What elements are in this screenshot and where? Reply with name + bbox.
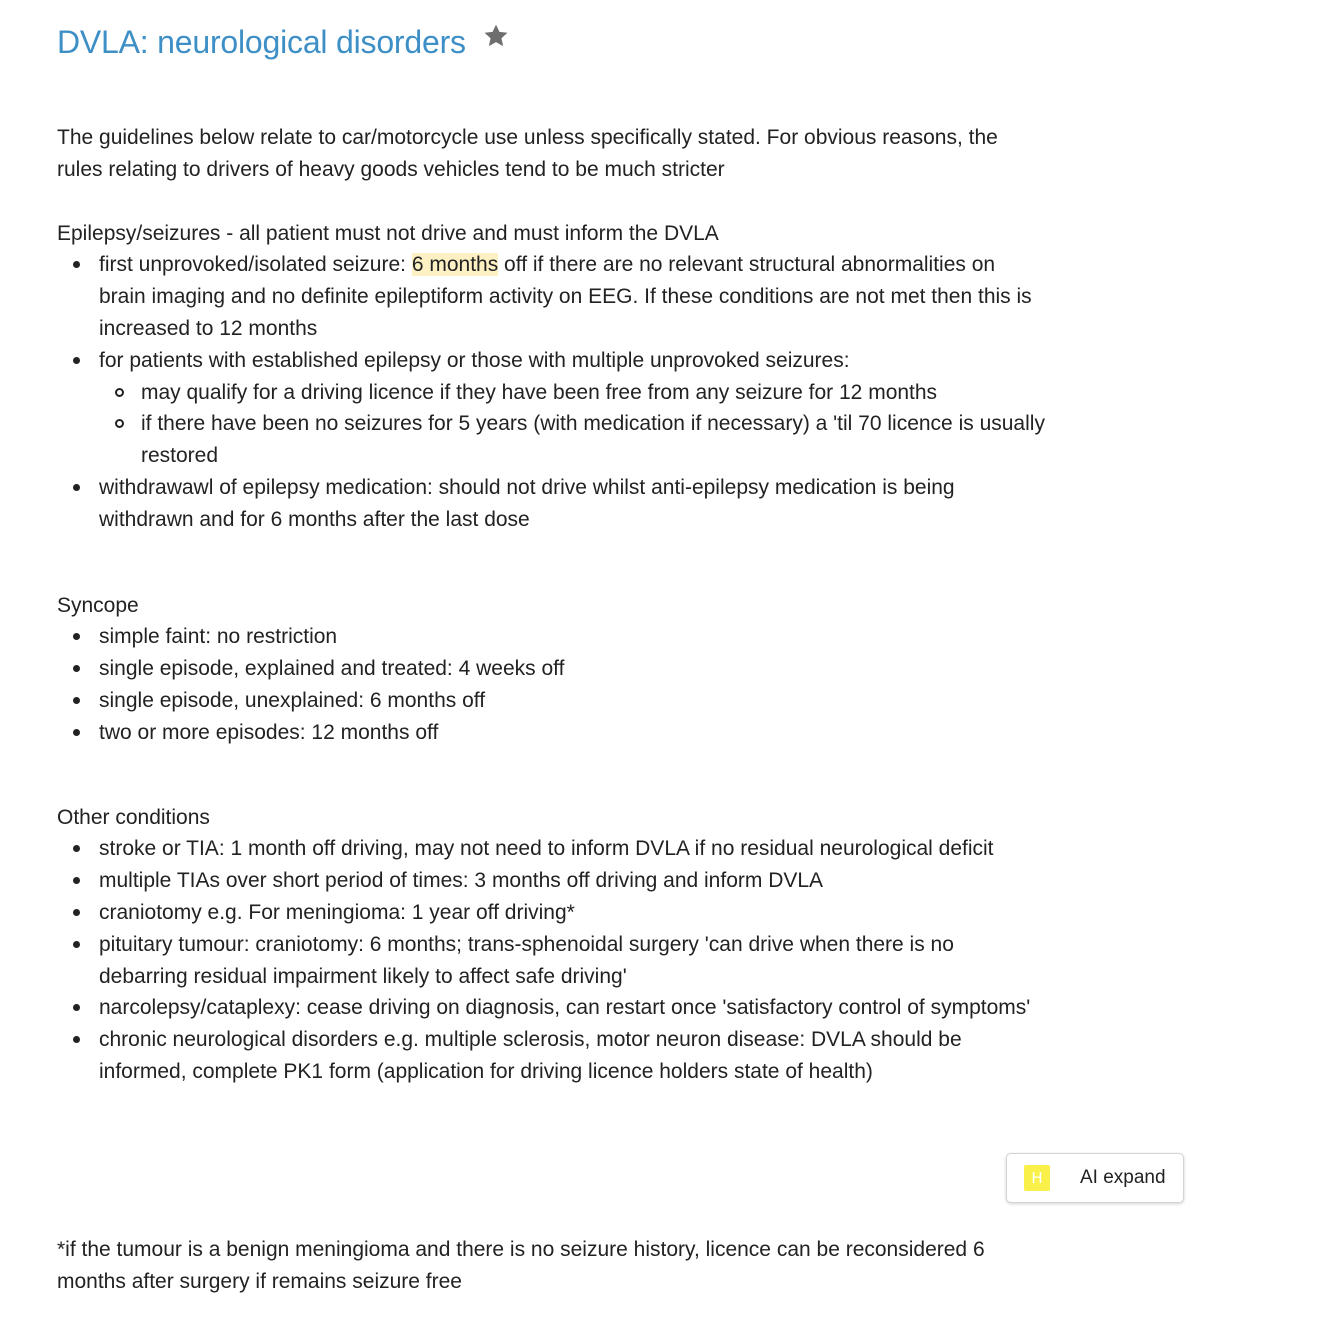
ai-expand-label: AI expand (1080, 1167, 1166, 1188)
spacer (57, 536, 1047, 590)
item-text: off if there are no relevant structural abnormalities on brain imaging and no definite epileptiform activity on EEG. If these conditions are not met then this is increased to 12 months (99, 253, 1032, 340)
list-item (99, 345, 1047, 472)
intro-paragraph: The guidelines below relate to car/motorcycle use unless specifically stated. For obvious reasons, the rules relating to drivers of heavy goods vehicles tend to be much stricter (57, 126, 998, 181)
star-icon[interactable] (482, 22, 510, 50)
sub-list-item: may qualify for a driving licence if they have been free from any seizure for 12 months (141, 377, 1047, 409)
list-item: multiple TIAs over short period of times: 3 months off driving and inform DVLA (99, 865, 1047, 897)
epilepsy-sublist (99, 377, 1047, 472)
item-text: for patients with established epilepsy or those with multiple unprovoked seizures: (99, 348, 850, 372)
list-item: narcolepsy/cataplexy: cease driving on diagnosis, can restart once 'satisfactory control of symptoms' (99, 992, 1047, 1024)
item-text: first unprovoked/isolated seizure: (99, 253, 412, 277)
list-item: chronic neurological disorders e.g. multiple sclerosis, motor neuron disease: DVLA should be informed, complete PK1 form (application for driving licence holders state of health) (99, 1024, 1047, 1088)
epilepsy-heading: Epilepsy/seizures - all patient must not drive and must inform the DVLA (57, 221, 719, 245)
other-conditions-heading: Other conditions (57, 805, 210, 829)
syncope-list (57, 621, 1047, 748)
syncope-heading: Syncope (57, 593, 139, 617)
list-item: pituitary tumour: craniotomy: 6 months; trans-sphenoidal surgery 'can drive when there is no debarring residual impairment likely to affect safe driving' (99, 929, 1047, 993)
list-item: withdrawawl of epilepsy medication: should not drive whilst anti-epilepsy medication is being withdrawn and for 6 months after the last dose (99, 472, 1047, 536)
list-item (99, 249, 1047, 344)
title-row (57, 20, 510, 64)
highlighted-text[interactable]: 6 months (411, 253, 499, 277)
ai-badge-icon: H (1024, 1165, 1050, 1191)
list-item: two or more episodes: 12 months off (99, 717, 1047, 749)
sub-list-item: if there have been no seizures for 5 years (with medication if necessary) a 'til 70 licence is usually restored (141, 408, 1047, 472)
spacer (57, 749, 1047, 802)
article-content (57, 122, 1047, 1088)
page-title: DVLA: neurological disorders (57, 24, 466, 60)
list-item: single episode, unexplained: 6 months off (99, 685, 1047, 717)
other-conditions-list (57, 833, 1047, 1087)
list-item: stroke or TIA: 1 month off driving, may not need to inform DVLA if no residual neurological deficit (99, 833, 1047, 865)
list-item: craniotomy e.g. For meningioma: 1 year off driving* (99, 897, 1047, 929)
ai-expand-button[interactable] (1006, 1153, 1184, 1203)
footnote: *if the tumour is a benign meningioma and there is no seizure history, licence can be reconsidered 6 months after surgery if remains seizure free (57, 1238, 985, 1293)
list-item: simple faint: no restriction (99, 621, 1047, 653)
epilepsy-list (57, 249, 1047, 535)
list-item: single episode, explained and treated: 4 weeks off (99, 653, 1047, 685)
